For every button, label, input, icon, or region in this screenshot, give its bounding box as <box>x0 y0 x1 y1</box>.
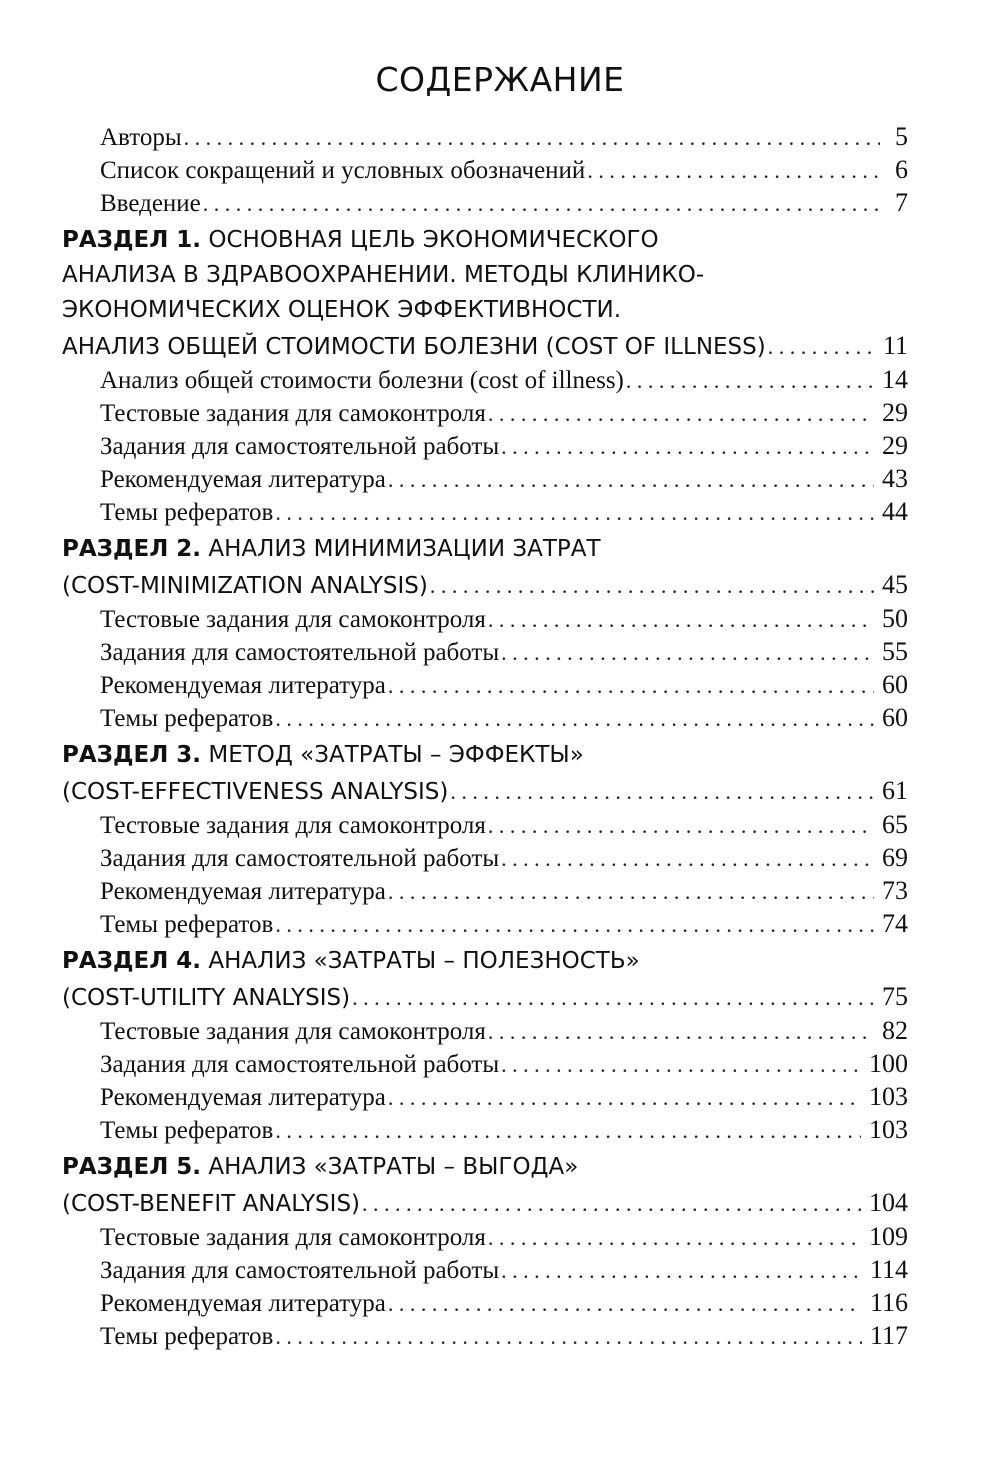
toc-entry[interactable] <box>0 602 1000 635</box>
toc-entry-page: 82 <box>882 1016 908 1045</box>
dot-leader <box>275 1320 862 1353</box>
toc-entry-label: Анализ общей стоимости болезни (cost of illness) <box>100 367 624 394</box>
toc-entry-label: Задания для самостоятельной работы <box>100 1257 500 1284</box>
toc-entry[interactable] <box>0 1220 1000 1253</box>
toc-entry-label: Рекомендуемая литература <box>100 672 386 699</box>
dot-leader <box>430 568 874 603</box>
section-page: 61 <box>882 776 908 805</box>
section-heading-last-line[interactable] <box>0 328 1000 363</box>
dot-leader <box>501 1254 862 1287</box>
section-page: 104 <box>869 1188 908 1217</box>
toc-entry-label: Рекомендуемая литература <box>100 1290 386 1317</box>
toc-entry-page: 5 <box>895 122 908 151</box>
section-page: 11 <box>882 331 908 360</box>
toc-entry[interactable] <box>0 874 1000 907</box>
toc-entry-page: 69 <box>882 843 908 872</box>
toc-entry-label: Задания для самостоятельной работы <box>100 845 500 872</box>
section-label: РАЗДЕЛ 2. <box>62 536 202 562</box>
section-title-text: МЕТОД «ЗАТРАТЫ – ЭФФЕКТЫ» <box>208 742 584 768</box>
dot-leader <box>501 430 874 463</box>
toc-entry-page: 7 <box>895 188 908 217</box>
section-heading-line[interactable] <box>0 532 1000 567</box>
section-title-text: АНАЛИЗ МИНИМИЗАЦИИ ЗАТРАТ <box>208 536 601 562</box>
dot-leader <box>501 1048 861 1081</box>
section-heading-last-line[interactable] <box>0 773 1000 808</box>
toc-entry[interactable] <box>0 1080 1000 1113</box>
dot-leader <box>275 1114 861 1147</box>
section-heading-line[interactable] <box>0 223 1000 258</box>
dot-leader <box>388 1081 861 1114</box>
toc-entry-page: 29 <box>882 398 908 427</box>
toc-entry[interactable] <box>0 635 1000 668</box>
toc-entry[interactable] <box>0 495 1000 528</box>
toc-entry-page: 117 <box>869 1321 908 1350</box>
section-title-text: ЭКОНОМИЧЕСКИХ ОЦЕНОК ЭФФЕКТИВНОСТИ. <box>62 297 622 323</box>
toc-entry-page: 55 <box>882 637 908 666</box>
toc-entry[interactable] <box>0 1253 1000 1286</box>
section-heading-last-line[interactable] <box>0 567 1000 602</box>
section-heading-line[interactable] <box>0 944 1000 979</box>
section-title-text: АНАЛИЗ «ЗАТРАТЫ – ВЫГОДА» <box>208 1154 579 1180</box>
toc-entry-page: 60 <box>882 670 908 699</box>
toc-entry-page: 65 <box>882 810 908 839</box>
toc-entry[interactable] <box>0 120 1000 153</box>
section-5 <box>0 1150 1000 1352</box>
toc-entry-page: 14 <box>882 365 908 394</box>
section-title-text: АНАЛИЗА В ЗДРАВООХРАНЕНИИ. МЕТОДЫ КЛИНИКО- <box>62 262 705 288</box>
dot-leader <box>388 463 874 496</box>
dot-leader <box>501 842 874 875</box>
toc-entry-label: Темы рефератов <box>100 705 274 732</box>
toc-entry[interactable] <box>0 808 1000 841</box>
toc-entry-page: 50 <box>882 604 908 633</box>
dot-leader <box>362 1186 861 1221</box>
dot-leader <box>768 329 875 364</box>
dot-leader <box>184 121 880 154</box>
dot-leader <box>488 397 874 430</box>
toc-entry[interactable] <box>0 462 1000 495</box>
section-heading-line[interactable] <box>0 258 1000 293</box>
section-label: РАЗДЕЛ 5. <box>62 1154 202 1180</box>
section-4 <box>0 944 1000 1146</box>
toc-entry-page: 74 <box>882 909 908 938</box>
dot-leader <box>488 1015 874 1048</box>
toc-entry-page: 114 <box>869 1255 908 1284</box>
section-title-text: АНАЛИЗ ОБЩЕЙ СТОИМОСТИ БОЛЕЗНИ (COST OF ILLNESS) <box>62 334 766 360</box>
dot-leader <box>587 154 880 187</box>
section-2 <box>0 532 1000 734</box>
toc-entry-page: 29 <box>882 431 908 460</box>
toc-entry-label: Темы рефератов <box>100 1117 274 1144</box>
dot-leader <box>488 809 874 842</box>
section-title-text: (COST-EFFECTIVENESS ANALYSIS) <box>62 779 449 805</box>
toc-entry-label: Рекомендуемая литература <box>100 878 386 905</box>
section-3 <box>0 738 1000 940</box>
dot-leader <box>626 364 874 397</box>
table-of-contents <box>0 120 1000 1352</box>
toc-entry-page: 109 <box>869 1222 908 1251</box>
section-label: РАЗДЕЛ 4. <box>62 948 202 974</box>
dot-leader <box>275 496 874 529</box>
toc-entry-page: 103 <box>869 1115 908 1144</box>
toc-entry[interactable] <box>0 1319 1000 1352</box>
toc-entry-page: 6 <box>895 155 908 184</box>
dot-leader <box>388 669 874 702</box>
dot-leader <box>388 1287 862 1320</box>
toc-entry-label: Темы рефератов <box>100 499 274 526</box>
dot-leader <box>450 774 874 809</box>
toc-entry-page: 103 <box>869 1082 908 1111</box>
toc-entry[interactable] <box>0 1014 1000 1047</box>
section-title-text: ОСНОВНАЯ ЦЕЛЬ ЭКОНОМИЧЕСКОГО <box>208 227 659 253</box>
toc-entry-page: 43 <box>882 464 908 493</box>
toc-entry[interactable] <box>0 841 1000 874</box>
section-page: 45 <box>882 570 908 599</box>
toc-entry-label: Тестовые задания для самоконтроля <box>100 812 486 839</box>
toc-entry-label: Тестовые задания для самоконтроля <box>100 1224 486 1251</box>
section-title-text: АНАЛИЗ «ЗАТРАТЫ – ПОЛЕЗНОСТЬ» <box>208 948 640 974</box>
toc-entry[interactable] <box>0 396 1000 429</box>
dot-leader <box>488 1221 861 1254</box>
section-heading-last-line[interactable] <box>0 1185 1000 1220</box>
page-title: СОДЕРЖАНИЕ <box>375 60 625 99</box>
toc-entry[interactable] <box>0 1047 1000 1080</box>
toc-entry-label: Тестовые задания для самоконтроля <box>100 606 486 633</box>
dot-leader <box>388 875 874 908</box>
toc-entry-page: 73 <box>882 876 908 905</box>
toc-entry-page: 44 <box>882 497 908 526</box>
toc-entry-label: Введение <box>100 190 201 217</box>
section-label: РАЗДЕЛ 1. <box>62 227 202 253</box>
section-heading-line[interactable] <box>0 1150 1000 1185</box>
toc-entry[interactable] <box>0 1113 1000 1146</box>
toc-entry-label: Рекомендуемая литература <box>100 1084 386 1111</box>
toc-entry-page: 60 <box>882 703 908 732</box>
toc-entry-label: Темы рефератов <box>100 1323 274 1350</box>
section-heading-last-line[interactable] <box>0 979 1000 1014</box>
section-title-text: (COST-UTILITY ANALYSIS) <box>62 985 351 1011</box>
section-page: 75 <box>882 982 908 1011</box>
section-title-text: (COST-MINIMIZATION ANALYSIS) <box>62 573 428 599</box>
toc-entry[interactable] <box>0 907 1000 940</box>
dot-leader <box>203 187 880 220</box>
dot-leader <box>501 636 874 669</box>
toc-entry-label: Тестовые задания для самоконтроля <box>100 1018 486 1045</box>
toc-entry[interactable] <box>0 186 1000 219</box>
toc-entry-page: 100 <box>869 1049 908 1078</box>
dot-leader <box>488 603 874 636</box>
section-title-text: (COST-BENEFIT ANALYSIS) <box>62 1191 361 1217</box>
dot-leader <box>352 980 874 1015</box>
toc-entry[interactable] <box>0 153 1000 186</box>
toc-entry[interactable] <box>0 668 1000 701</box>
toc-entry-label: Задания для самостоятельной работы <box>100 639 500 666</box>
toc-entry-label: Рекомендуемая литература <box>100 466 386 493</box>
section-label: РАЗДЕЛ 3. <box>62 742 202 768</box>
toc-entry-page: 116 <box>869 1288 908 1317</box>
dot-leader <box>275 702 874 735</box>
toc-entry[interactable] <box>0 1286 1000 1319</box>
toc-entry-label: Авторы <box>100 124 182 151</box>
toc-entry[interactable] <box>0 701 1000 734</box>
toc-entry-label: Темы рефератов <box>100 911 274 938</box>
toc-entry-label: Список сокращений и условных обозначений <box>100 157 586 184</box>
section-heading-line[interactable] <box>0 738 1000 773</box>
section-1 <box>0 223 1000 528</box>
toc-entry-label: Задания для самостоятельной работы <box>100 1051 500 1078</box>
dot-leader <box>275 908 874 941</box>
toc-entry[interactable] <box>0 363 1000 396</box>
toc-entry-label: Задания для самостоятельной работы <box>100 433 500 460</box>
toc-entry[interactable] <box>0 429 1000 462</box>
section-heading-line[interactable] <box>0 293 1000 328</box>
toc-entry-label: Тестовые задания для самоконтроля <box>100 400 486 427</box>
